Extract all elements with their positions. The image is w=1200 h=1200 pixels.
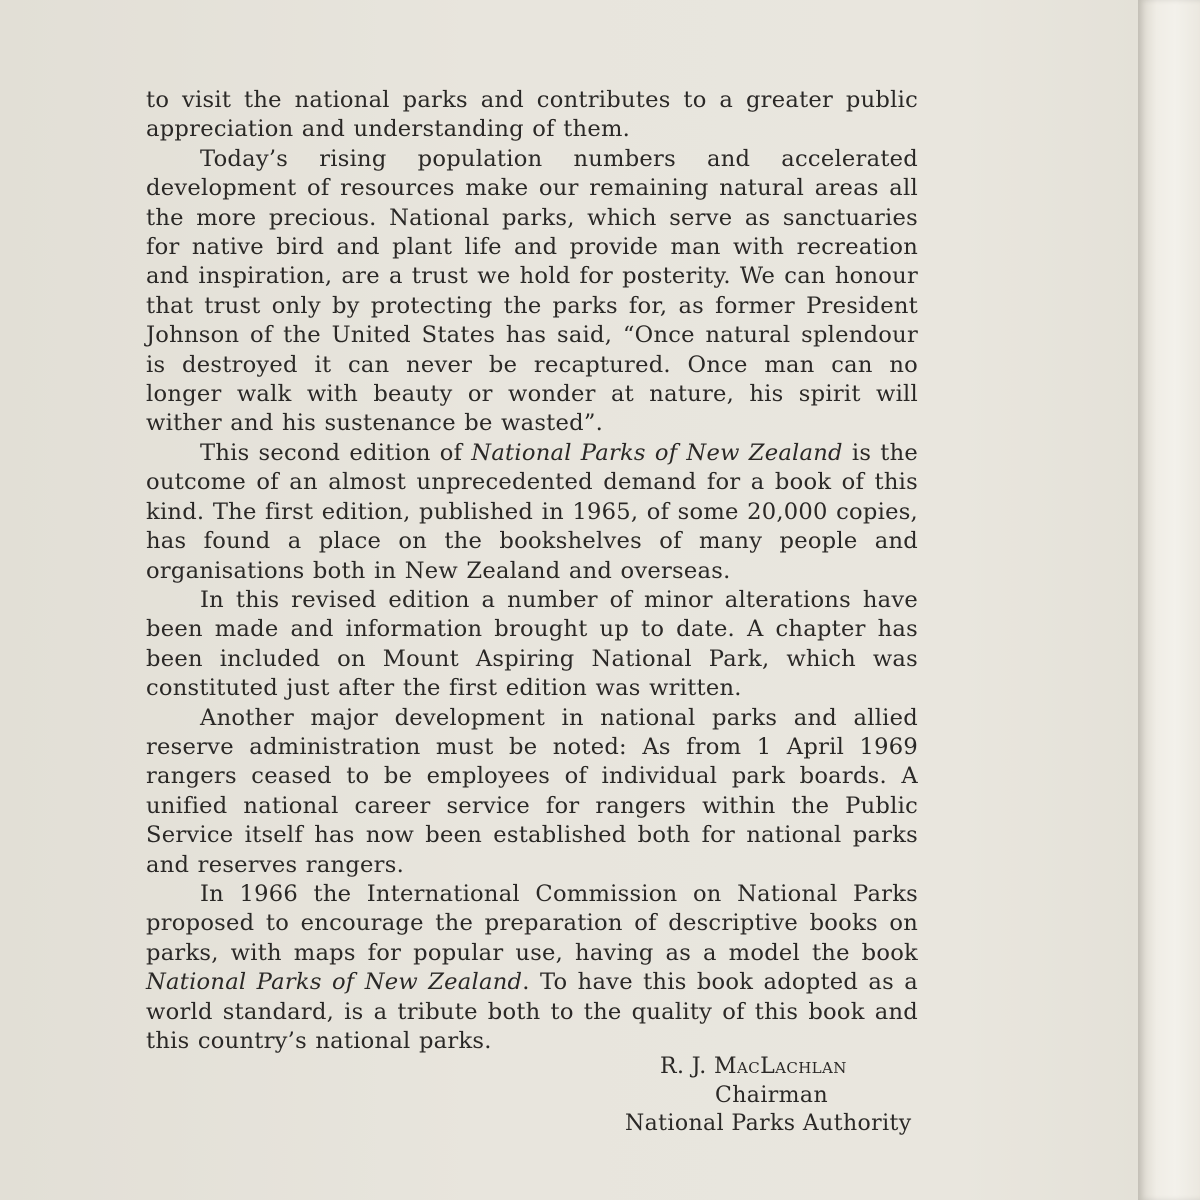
signature-block	[600, 1053, 930, 1139]
paragraph-text: . To have this book adopted as a world standard, is a tribute both to the quality of this book and this country’s national parks.	[146, 969, 918, 1054]
paragraph	[146, 586, 918, 704]
signatory-organisation: National Parks Authority	[625, 1111, 912, 1136]
foreword-body-text	[146, 86, 918, 1056]
paragraph-text: to visit the national parks and contributes to a greater public appreciation and understanding of them.	[146, 87, 918, 143]
paragraph-text: Today’s rising population numbers and accelerated development of resources make our remaining natural areas all the more precious. National parks, which serve as sanctuaries for native bird and plant life and provide man with recreation and inspiration, are a trust we hold for posterity. We can honour that trust only by protecting the parks for, as former President Johnson of the United States has said, “Once natural splendour is destroyed it can never be recaptured. Once man can no longer walk with beauty or wonder at nature, his spirit will wither and his sustenance be wasted”.	[146, 145, 918, 437]
paragraph	[146, 86, 918, 145]
paragraph	[146, 880, 918, 1056]
paragraph-text: In 1966 the International Commission on National Parks proposed to encourage the preparation of descriptive books on parks, with maps for popular use, having as a model the book	[146, 880, 918, 966]
paragraph-text: Another major development in national parks and allied reserve administration must be noted: As from 1 April 1969 rangers ceased to be employees of individual park boards. A unified national career service for rangers within the Public Service itself has now been established both for national parks and reserves rangers.	[146, 704, 918, 878]
paragraph-text: This second edition of	[200, 439, 472, 466]
paragraph	[146, 704, 918, 880]
next-page-edge	[1138, 0, 1200, 1200]
signatory-title: Chairman	[715, 1082, 829, 1108]
paragraph	[146, 145, 918, 439]
signatory-name: R. J. MacLachlan	[660, 1054, 847, 1079]
book-title-italic: National Parks of New Zealand	[146, 969, 523, 996]
paragraph	[146, 439, 918, 586]
book-title-italic: National Parks of New Zealand	[471, 439, 843, 466]
paragraph-text: In this revised edition a number of minor alterations have been made and information brought up to date. A chapter has been included on Mount Aspiring National Park, which was constituted just after the first edition was written.	[146, 586, 918, 702]
paragraph-text: is the outcome of an almost unprecedented demand for a book of this kind. The first edition, published in 1965, of some 20,000 copies, has found a place on the bookshelves of many people and organisations both in New Zealand and overseas.	[146, 439, 919, 584]
